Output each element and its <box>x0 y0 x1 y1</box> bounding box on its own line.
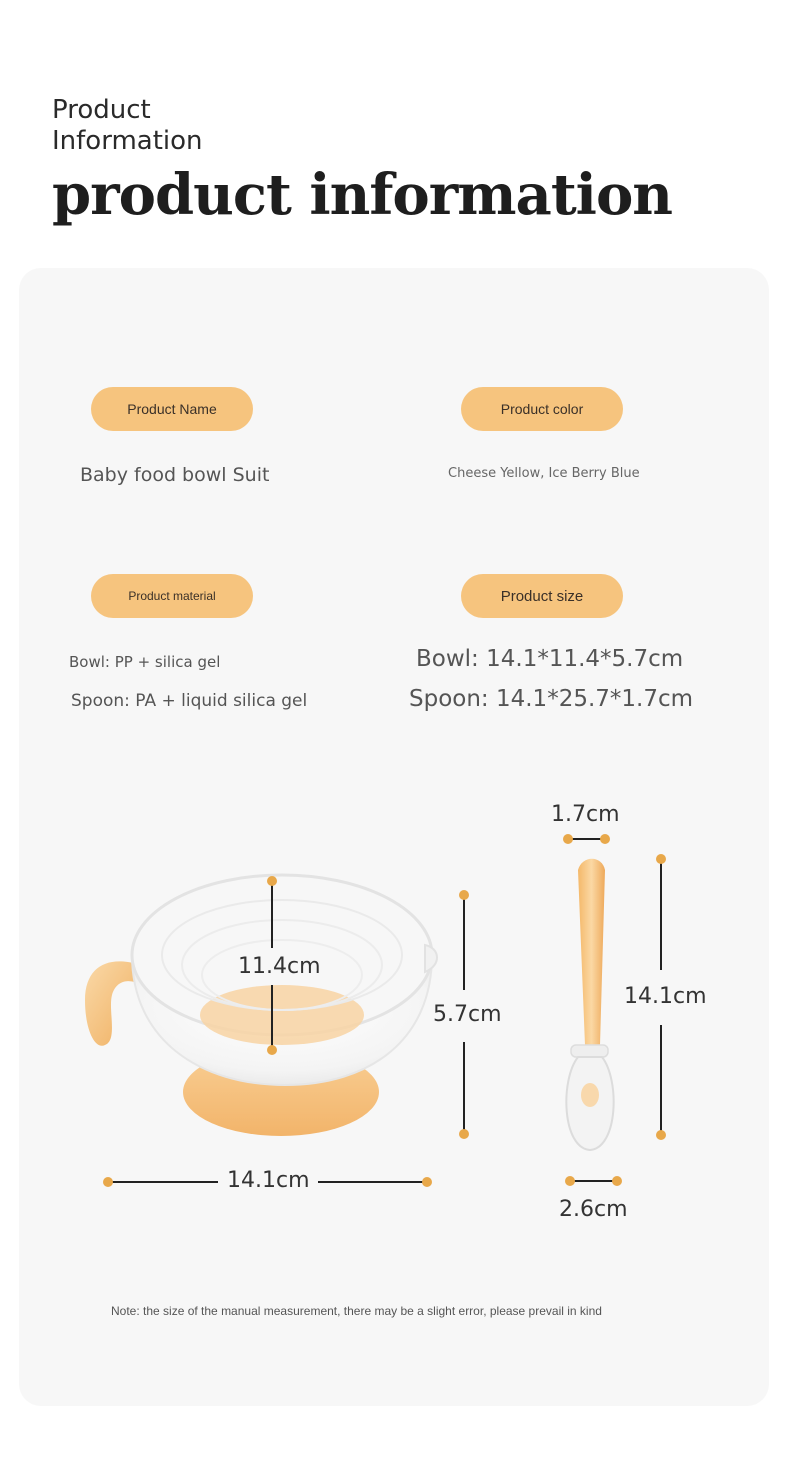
size-bowl: Bowl: 14.1*11.4*5.7cm <box>416 646 684 672</box>
measurement-note: Note: the size of the manual measurement, there may be a slight error, please prevail in kind <box>111 1304 602 1318</box>
bowl-body <box>132 875 437 1085</box>
bowl-handle <box>85 961 140 1045</box>
spoon-top-line <box>563 834 610 844</box>
product-color-value: Cheese Yellow, Ice Berry Blue <box>448 466 640 481</box>
spoon-top-width-label: 1.7cm <box>551 802 620 827</box>
material-bowl: Bowl: PP + silica gel <box>69 653 221 671</box>
size-spoon: Spoon: 14.1*25.7*1.7cm <box>409 686 694 712</box>
bowl-height-label: 5.7cm <box>433 1002 502 1027</box>
product-color-label: Product color <box>461 387 623 431</box>
product-name-label: Product Name <box>91 387 253 431</box>
page-title: product information <box>52 162 673 228</box>
product-material-label: Product material <box>91 574 253 618</box>
spoon-length-label: 14.1cm <box>624 984 707 1009</box>
bowl-width-label: 14.1cm <box>227 1168 310 1193</box>
product-name-value: Baby food bowl Suit <box>80 464 270 486</box>
material-spoon: Spoon: PA + liquid silica gel <box>71 691 308 711</box>
spoon <box>566 859 613 1150</box>
product-size-label: Product size <box>461 574 623 618</box>
bowl-diameter-label: 11.4cm <box>238 954 321 979</box>
spoon-head-width-label: 2.6cm <box>559 1197 628 1222</box>
heading-subtitle-text: Product Information <box>52 95 203 156</box>
spoon-head-line <box>565 1176 622 1186</box>
